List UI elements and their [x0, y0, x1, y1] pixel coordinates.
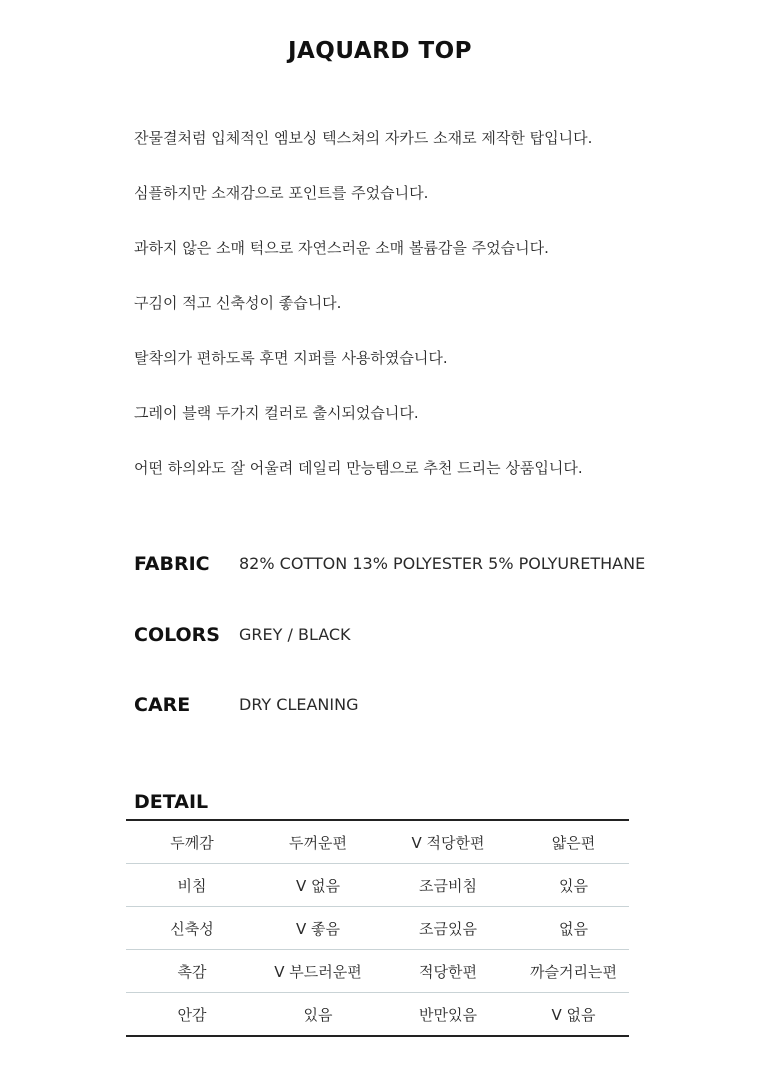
table-cell: 안감: [177, 1005, 207, 1024]
table-cell: V 없음: [551, 1005, 596, 1024]
table-cell: 조금비침: [378, 864, 518, 907]
spec-fabric-label: FABRIC: [134, 553, 210, 575]
table-row: [126, 950, 629, 993]
table-cell: 적당한편: [378, 950, 518, 993]
description-line: 어떤 하의와도 잘 어울려 데일리 만능템으로 추천 드리는 상품입니다.: [134, 459, 583, 477]
table-cell: 비침: [126, 864, 258, 907]
table-cell: 반만있음: [419, 1005, 477, 1024]
spec-care-value: DRY CLEANING: [239, 695, 359, 714]
table-cell: 없음: [518, 907, 629, 950]
table-cell: 두께감: [126, 820, 258, 864]
detail-table: [126, 819, 629, 1037]
spec-care-label: CARE: [134, 694, 191, 716]
detail-title: DETAIL: [134, 791, 209, 813]
table-cell: 까슬거리는편: [518, 950, 629, 993]
spec-fabric: [134, 553, 734, 583]
table-row: [126, 993, 629, 1037]
spec-colors-value: GREY / BLACK: [239, 625, 351, 644]
table-cell: 두꺼운편: [258, 820, 378, 864]
table-cell: V 적당한편: [378, 820, 518, 864]
description-line: 그레이 블랙 두가지 컬러로 출시되었습니다.: [134, 404, 419, 422]
description-line: 잔물결처럼 입체적인 엠보싱 텍스쳐의 자카드 소재로 제작한 탑입니다.: [134, 129, 593, 147]
description-line: 과하지 않은 소매 턱으로 자연스러운 소매 볼륨감을 주었습니다.: [134, 239, 549, 257]
page-title: JAQUARD TOP: [287, 38, 473, 64]
table-row: [126, 864, 629, 907]
table-cell: 촉감: [126, 950, 258, 993]
spec-fabric-value: 82% COTTON 13% POLYESTER 5% POLYURETHANE: [239, 554, 646, 573]
description-line: 구김이 적고 신축성이 좋습니다.: [134, 294, 342, 312]
table-cell: 얇은편: [518, 820, 629, 864]
table-row: [126, 820, 629, 864]
description-line: 탈착의가 편하도록 후면 지퍼를 사용하였습니다.: [134, 349, 448, 367]
table-cell: V 부드러운편: [258, 950, 378, 993]
table-cell: 있음: [303, 1005, 333, 1024]
table-cell: 신축성: [126, 907, 258, 950]
table-cell: V 좋음: [258, 907, 378, 950]
table-cell: 있음: [518, 864, 629, 907]
description-list: [134, 126, 734, 511]
description-line: 심플하지만 소재감으로 포인트를 주었습니다.: [134, 184, 429, 202]
spec-care: [134, 694, 734, 724]
spec-colors: [134, 624, 734, 654]
table-row: [126, 907, 629, 950]
table-cell: V 없음: [258, 864, 378, 907]
table-cell: 조금있음: [378, 907, 518, 950]
spec-colors-label: COLORS: [134, 624, 220, 646]
